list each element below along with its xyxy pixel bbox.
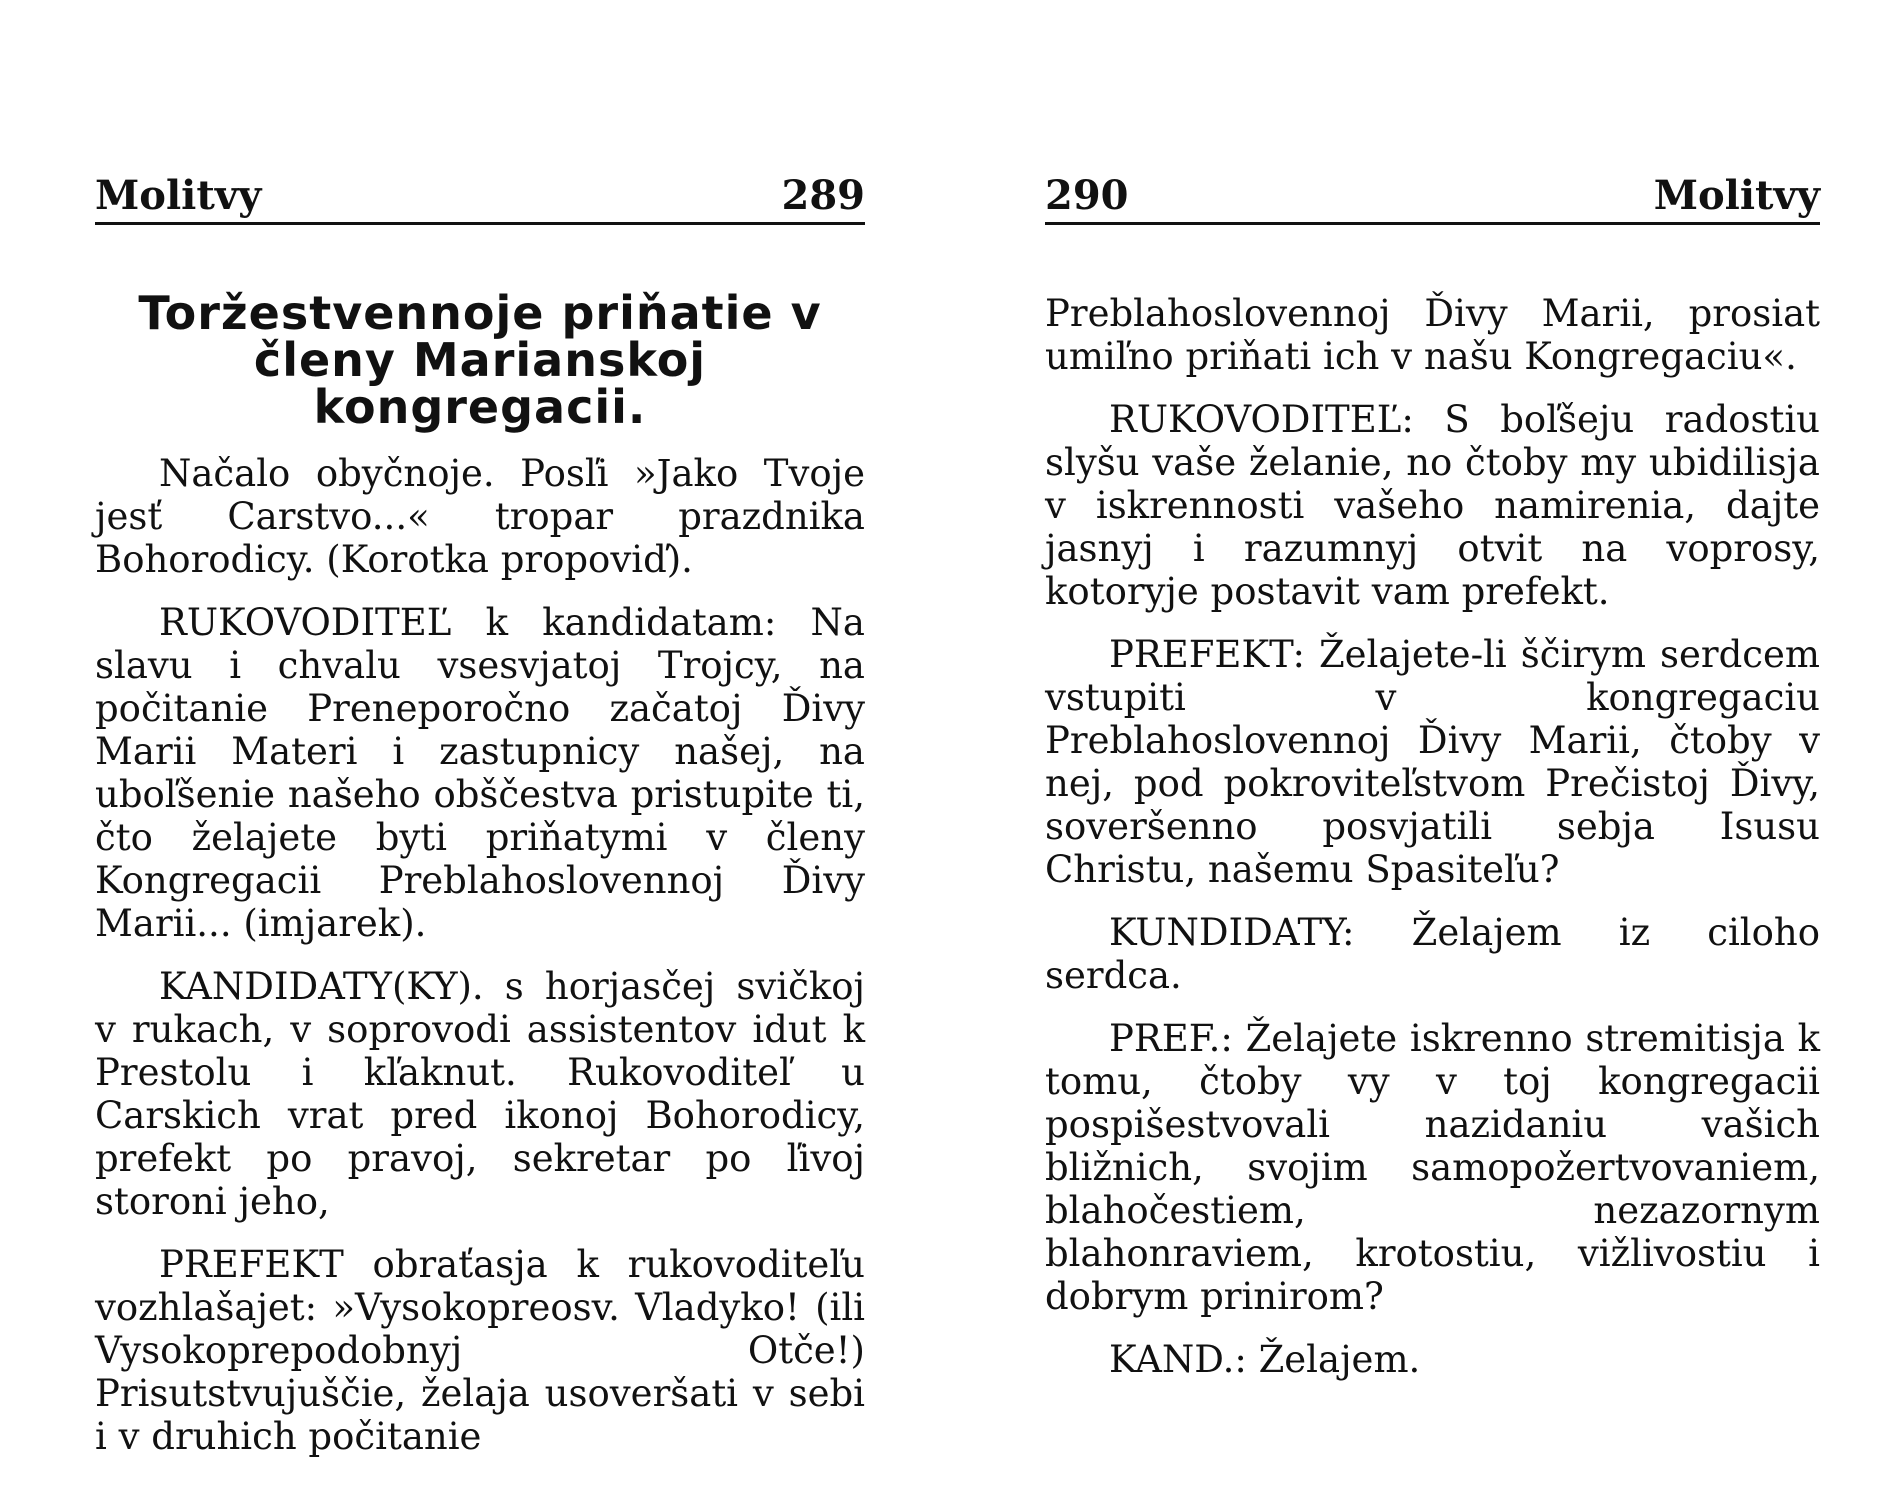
left-running-title: Molitvy [95, 172, 262, 219]
right-running-title: Molitvy [1653, 172, 1820, 219]
paragraph: RUKOVODITEĽ k kandidatam: Na slavu i chvalu vsesvjatoj Trojcy, na počitanie Preneporočno začatoj Ďivy Marii Materi i zastupnicy našej, na uboľšenie našeho obščestva pristupite ti, čto želajete byti priňatymi v členy Kongregacii Preblahoslovennoj Ďivy Marii... (imjarek). [95, 601, 865, 945]
left-running-head [95, 170, 865, 225]
paragraph: KANDIDATY(KY). s horjasčej svičkoj v rukach, v soprovodi assistentov idut k Prestolu i kľaknut. Rukovoditeľ u Carskich vrat pred ikonoj Bohorodicy, prefekt po pravoj, sekretar po ľivoj storoni jeho, [95, 965, 865, 1223]
right-page-number: 290 [1045, 172, 1129, 219]
right-page [1045, 0, 1820, 1500]
right-running-head [1045, 170, 1820, 225]
section-heading: Toržestvennoje priňatie v členy Marianskoj kongregacii. [138, 286, 822, 434]
paragraph: Preblahoslovennoj Ďivy Marii, prosiat umiľno priňati ich v našu Kongregaciu«. [1045, 292, 1820, 378]
paragraph: KUNDIDATY: Želajem iz ciloho serdca. [1045, 911, 1820, 997]
paragraph: PREFEKT obraťasja k rukovoditeľu vozhlašajet: »Vysokopreosv. Vladyko! (ili Vysokoprepodobnyj Otče!) Prisutstvujuščie, želaja usoveršati v sebi i v druhich počitanie [95, 1243, 865, 1458]
paragraph: RUKOVODITEĽ: S boľšeju radostiu slyšu vaše želanie, no čtoby my ubidilisja v iskrennosti vašeho namirenia, dajte jasnyj i razumnyj otvit na voprosy, kotoryje postavit vam prefekt. [1045, 398, 1820, 613]
paragraph: Načalo obyčnoje. Posľi »Jako Tvoje jesť Carstvo...« tropar prazdnika Bohorodicy. (Korotka propoviď). [95, 452, 865, 581]
left-page-number: 289 [781, 172, 865, 219]
left-page [95, 0, 865, 1500]
closing-line: KAND.: Želajem. [1109, 1338, 1421, 1381]
paragraph: PREFEKT: Želajete-li ščirym serdcem vstupiti v kongregaciu Preblahoslovennoj Ďivy Marii, čtoby v nej, pod pokroviteľstvom Prečistoj Ďivy, soveršenno posvjatili sebja Isusu Christu, našemu Spasiteľu? [1045, 633, 1820, 891]
paragraph: PREF.: Želajete iskrenno stremitisja k tomu, čtoby vy v toj kongregacii pospišestvovali nazidaniu vašich bližnich, svojim samopožertvovaniem, blahočestiem, nezazornym blahonraviem, krotostiu, vižlivostiu i dobrym prinirom? [1045, 1017, 1820, 1318]
right-body-text [1045, 292, 1820, 1381]
left-body-text [95, 452, 865, 1478]
